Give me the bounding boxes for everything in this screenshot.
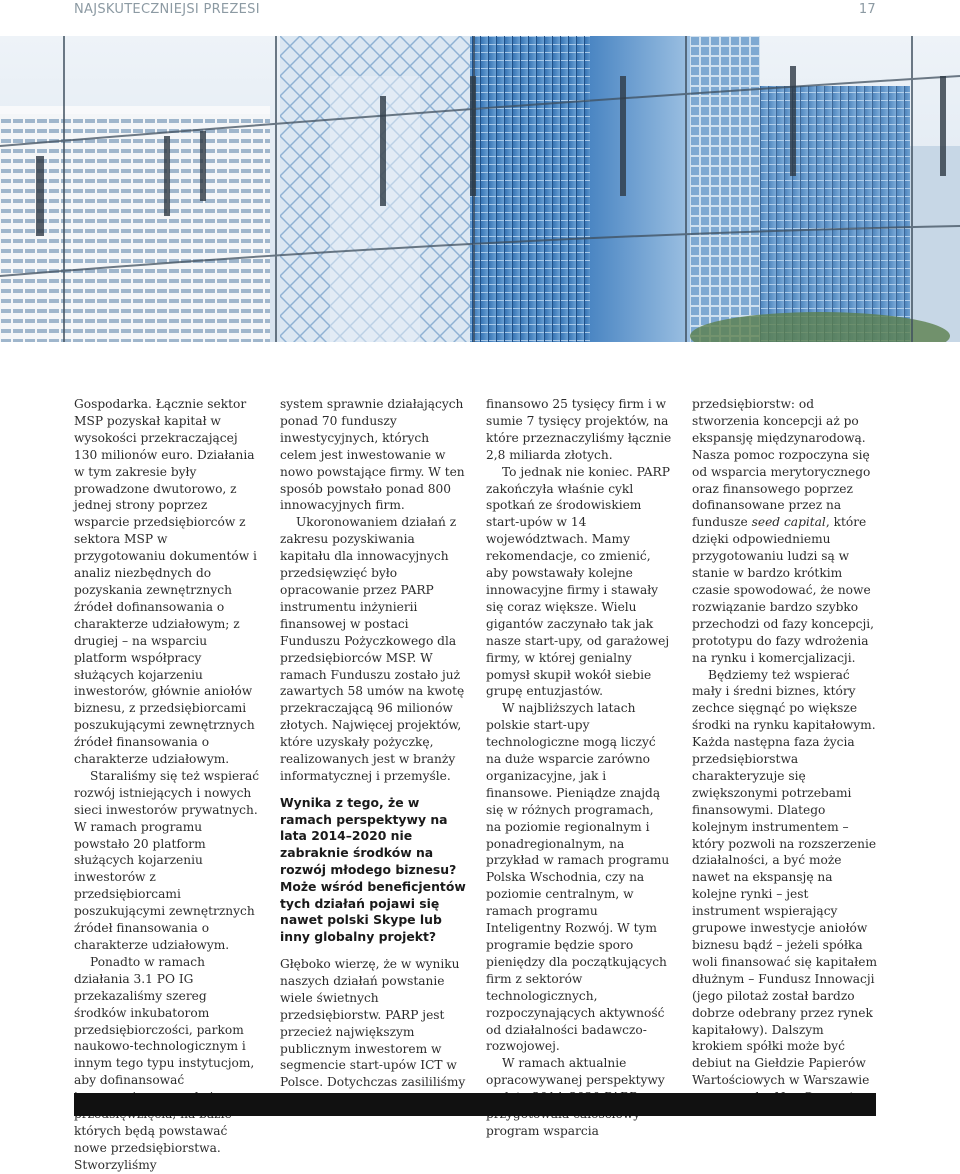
article-body xyxy=(74,396,876,1174)
paragraph: Ponadto w ramach działania 3.1 PO IG przekazaliśmy szereg środków inkubatorom przedsiębiorczości, parkom naukowo-technologicznym i innym tego typu instytucjom, aby dofinansować których będą powstawać nowe przedsiębiorstwa. Stworzyliśmy xyxy=(74,954,255,1172)
text-run: Będziemy też wspierać mały i średni biznes, który zechce sięgnąć po większe środki na rynku kapitałowym. Każda następna faza życia przedsiębiorstwa charakteryzuje się zwiększonymi potrzebami finansowymi. Dlatego kolejnym instrumentem – który pozwoli na rozszerzenie działalności, a być może nawet na ekspansję na kolejne rynki – jest instrument wspierający grupowe inwestycje aniołów biznesu bądź – jeżeli spółka woli finansować się kapitałem dłużnym – Fundusz Innowacji (jego pilotaż został bardzo dobrze odebrany przez rynek kapitałowy). Dalszym krokiem spółki może być debiut na Giełdzie Papierów Wartościowych w Warszawie xyxy=(692,667,877,1088)
paragraph: system sprawnie działających ponad 70 funduszy inwestycyjnych, których celem jest inwestowanie w nowo powstające firmy. W ten sposób powstało ponad 800 innowacyjnych firm. xyxy=(280,397,465,513)
column-4 xyxy=(692,396,878,1174)
column-1 xyxy=(74,396,260,1174)
paragraph: Ukoronowaniem działań z zakresu pozyskiwania kapitału dla innowacyjnych przedsięwzięć było opracowanie przez PARP instrumentu inżynierii finansowej w postaci Funduszu Pożyczkowego dla przedsiębiorców MSP. W ramach Funduszu zostało już zawartych 58 umów na kwotę przekraczającą 96 milionów złotych. Najwięcej projektów, które uzyskały pożyczkę, realizowanych jest w branży informatycznej i przemyśle. xyxy=(280,515,465,783)
paragraph: Głęboko wierzę, że w wyniku naszych działań powstanie wiele świetnych przedsiębiorstw. PARP jest przecież największym publicznym inwestorem w segmencie start-upów ICT w Polsce. Dotychczas zasililiśmy xyxy=(280,957,466,1090)
emphasis: seed capital xyxy=(751,515,826,530)
paragraph: Gospodarka. Łącznie sektor MSP pozyskał kapitał w wysokości przekraczającej 130 milionów euro. Działania w tym zakresie były prowadzone dwutorowo, z jednej strony poprzez wsparcie przedsiębiorców z sektora MSP w przygotowaniu dokumentów i analiz niezbędnych do pozyskania zewnętrznych źródeł dofinansowania o charakterze udziałowym; z drugiej – na wsparciu platform współpracy służących kojarzeniu inwestorów, głównie aniołów biznesu, z przedsiębiorcami poszukującymi zewnętrznych źródeł finansowania o charakterze udziałowym. xyxy=(74,397,257,767)
page-number: 17 xyxy=(858,1,876,17)
paragraph: finansowo 25 tysięcy firm i w sumie 7 tysięcy projektów, na które przeznaczyliśmy łącznie 2,8 miliarda złotych. xyxy=(486,397,672,462)
paragraph xyxy=(692,396,878,667)
paragraph: To jednak nie koniec. PARP zakończyła właśnie cykl spotkań ze środowiskiem start-upów w 14 województwach. Mamy rekomendacje, co zmienić, aby powstawały kolejne innowacyjne firmy i stawały się coraz większe. Wielu gigantów zaczynało tak jak nasze start-upy, od garażowej firmy, w której genialny pomysł skupił wokół siebie grupę entuzjastów. xyxy=(486,464,670,699)
column-3 xyxy=(486,396,672,1174)
text-run: przedsiębiorstw: od stworzenia koncepcji aż po ekspansję międzynarodową. Nasza pomoc rozpoczyna się od wsparcia merytorycznego oraz finansowego poprzez dofinansowane przez na fundusze xyxy=(692,397,871,530)
city-glass-towers-photo-icon xyxy=(0,36,960,342)
section-title: NAJSKUTECZNIEJSI PREZESI xyxy=(74,1,260,17)
column-2 xyxy=(280,396,466,1174)
footer-bar xyxy=(74,1093,876,1116)
paragraph: Staraliśmy się też wspierać rozwój istniejących i nowych sieci inwestorów prywatnych. W ramach programu powstało 20 platform służących kojarzeniu inwestorów z przedsiębiorcami poszukującymi zewnętrznych źródeł finansowania o charakterze udziałowym. xyxy=(74,768,260,952)
paragraph xyxy=(692,667,878,1107)
text-run: , które dzięki odpowiedniemu przygotowaniu ludzi są w stanie w bardzo krótkim czasie spowodować, że nowe rozwiązanie bardzo szybko przechodzi od fazy koncepcji, prototypu do fazy wdrożenia na rynku i komercjalizacji. xyxy=(692,515,875,665)
paragraph: W najbliższych latach polskie start-upy technologiczne mogą liczyć na duże wsparcie zarówno organizacyjne, jak i finansowe. Pieniądze znajdą się w różnych programach, na poziomie regionalnym i ponadregionalnym, na przykład w ramach programu Polska Wschodnia, czy na poziomie centralnym, w ramach programu Inteligentny Rozwój. W tym programie będzie sporo pieniędzy dla początkujących firm z sektorów technologicznych, rozpoczynających aktywność od działalności badawczo-rozwojowej. xyxy=(486,701,670,1054)
paragraph: W ramach aktualnie opracowywanej perspektywy program wsparcia xyxy=(486,1056,665,1138)
interview-question: Wynika z tego, że w ramach perspektywy na lata 2014–2020 nie zabraknie środków na rozwój młodego biznesu? Może wśród beneficjentów tych działań pojawi się nawet polski Skype lub inny globalny projekt? xyxy=(280,794,466,945)
hero-image xyxy=(0,36,960,342)
running-header xyxy=(74,0,876,18)
